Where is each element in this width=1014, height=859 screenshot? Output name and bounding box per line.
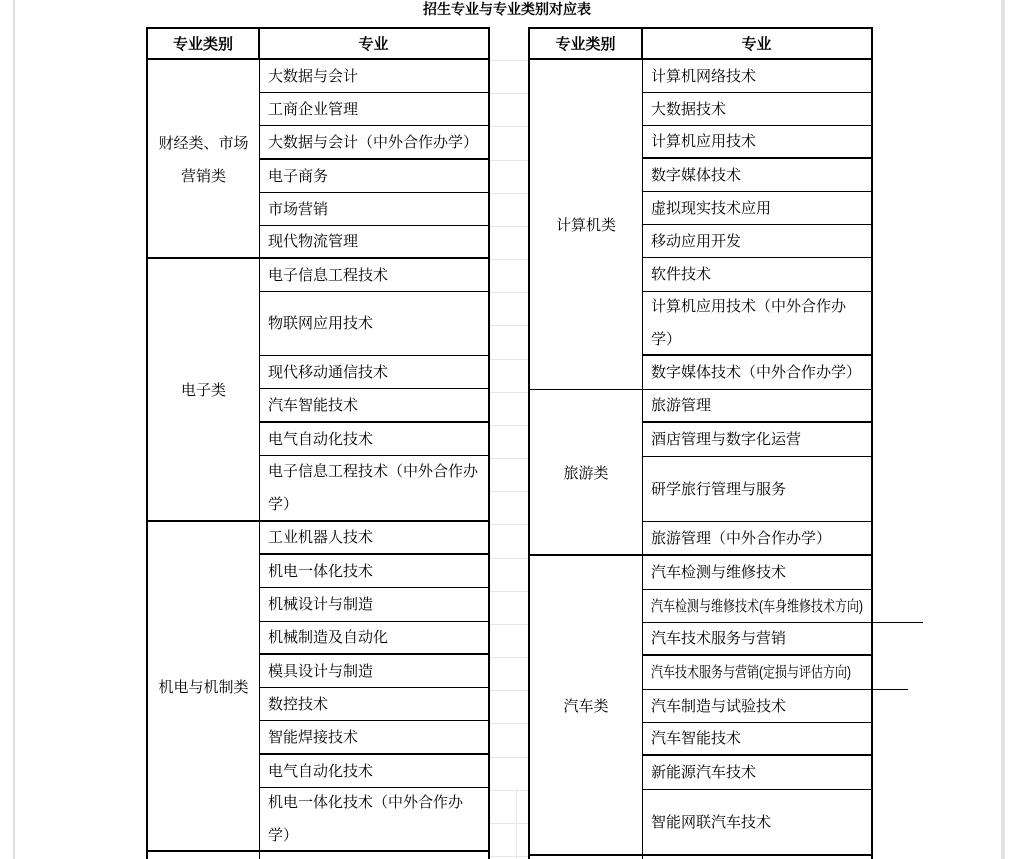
left-margin-rule: [13, 0, 15, 859]
major-cell: 智能焊接技术: [260, 721, 488, 755]
major-cell: 新能源汽车技术: [643, 756, 871, 790]
faint-grid-line: [490, 723, 528, 724]
faint-grid-line: [490, 690, 528, 691]
faint-grid-line: [490, 591, 528, 592]
category-cell: 计算机类: [555, 216, 616, 234]
major-cell: 电子信息工程技术（中外合作办学）: [260, 456, 488, 522]
major-cell: 汽车检测与维修技术: [643, 556, 871, 590]
major-cell: 酒店管理与数字化运营: [643, 423, 871, 457]
faint-grid-line: [490, 359, 528, 360]
faint-grid-line: [490, 458, 528, 459]
faint-grid-line: [490, 624, 528, 625]
major-cell: 现代移动通信技术: [260, 356, 488, 389]
faint-grid-line: [490, 757, 528, 758]
major-cell: [643, 656, 908, 690]
category-cell: 电子类: [180, 382, 226, 399]
major-cell: [643, 590, 923, 623]
major-cell: 旅游管理（中外合作办学）: [643, 522, 871, 556]
majors-table-left: [146, 27, 490, 859]
table-row: [148, 852, 488, 859]
column-header: 专业: [741, 36, 772, 53]
faint-grid-line: [490, 392, 528, 393]
major-cell: 工商企业管理: [260, 93, 488, 126]
table-header-row: [530, 29, 871, 60]
major-cell: 电子信息工程技术: [260, 259, 488, 292]
faint-grid-line: [490, 524, 528, 525]
column-divider-line: [642, 29, 643, 859]
major-cell: 机械制造及自动化: [260, 622, 488, 655]
major-cell: 模具设计与制造: [260, 655, 488, 688]
major-cell: 数控技术: [260, 688, 488, 721]
major-cell: 数字媒体技术: [643, 159, 871, 192]
faint-grid-line: [490, 558, 528, 559]
faint-grid-line: [490, 491, 528, 492]
category-cell: 汽车类: [563, 697, 609, 715]
major-cell: 移动应用开发: [643, 225, 871, 258]
major-cell: [260, 852, 488, 859]
category-cell: 财经类、市场营销类: [158, 134, 249, 185]
column-header: 专业: [358, 36, 389, 53]
major-cell: 计算机应用技术（中外合作办学）: [643, 292, 871, 356]
page-title: 招生专业与专业类别对应表: [423, 1, 591, 17]
faint-grid-line: [490, 790, 528, 791]
faint-grid-line: [490, 60, 528, 61]
major-cell: 计算机应用技术: [643, 126, 871, 159]
table-header-row: [148, 29, 488, 60]
category-column-spacer: [148, 852, 260, 859]
major-cell: 市场营销: [260, 193, 488, 226]
major-cell: 电气自动化技术: [260, 755, 488, 788]
major-cell-text: 汽车检测与维修技术(车身维修技术方向): [651, 597, 863, 615]
category-cell: 旅游类: [563, 464, 609, 482]
column-header: 专业类别: [148, 29, 259, 58]
major-cell: 虚拟现实技术应用: [643, 192, 871, 225]
faint-grid-line: [490, 292, 528, 293]
major-cell: 大数据与会计（中外合作办学）: [260, 126, 488, 160]
major-cell: 汽车智能技术: [260, 389, 488, 423]
major-cell: 汽车制造与试验技术: [643, 690, 871, 723]
faint-grid-line: [490, 325, 528, 326]
faint-grid-line: [490, 226, 528, 227]
major-cell: 机电一体化技术: [260, 555, 488, 588]
column-divider-line: [259, 29, 260, 859]
major-cell: 电气自动化技术: [260, 423, 488, 456]
category-cell: 机电与机制类: [158, 678, 249, 696]
majors-table-right: [528, 27, 873, 859]
major-cell: 工业机器人技术: [260, 522, 488, 555]
major-cell: 机电一体化技术（中外合作办学）: [260, 788, 488, 852]
major-cell: 电子商务: [260, 160, 488, 193]
major-cell: 大数据与会计: [260, 60, 488, 93]
major-cell: 汽车技术服务与营销: [643, 623, 871, 656]
major-cell: 物联网应用技术: [260, 292, 488, 356]
faint-grid-line: [490, 93, 528, 94]
faint-grid-vline: [516, 788, 517, 859]
scrollbar-track[interactable]: [1001, 0, 1005, 859]
major-cell: 旅游管理: [643, 390, 871, 423]
major-cell: 现代物流管理: [260, 226, 488, 259]
major-cell: 计算机网络技术: [643, 60, 871, 93]
faint-grid-line: [490, 856, 528, 857]
faint-grid-line: [490, 657, 528, 658]
major-cell-text: 汽车技术服务与营销(定损与评估方向): [651, 664, 851, 681]
major-cell: 汽车智能技术: [643, 723, 871, 756]
faint-grid-line: [490, 126, 528, 127]
major-cell: 数字媒体技术（中外合作办学）: [643, 356, 871, 390]
major-cell: 大数据技术: [643, 93, 871, 126]
column-header: 专业类别: [530, 29, 642, 58]
faint-grid-line: [490, 193, 528, 194]
major-cell: 机械设计与制造: [260, 588, 488, 622]
major-cell: 智能网联汽车技术: [643, 790, 871, 856]
faint-grid-line: [490, 259, 528, 260]
major-cell: 软件技术: [643, 258, 871, 292]
major-cell: 研学旅行管理与服务: [643, 457, 871, 522]
faint-grid-line: [490, 160, 528, 161]
faint-grid-line: [490, 823, 528, 824]
faint-grid-line: [490, 425, 528, 426]
